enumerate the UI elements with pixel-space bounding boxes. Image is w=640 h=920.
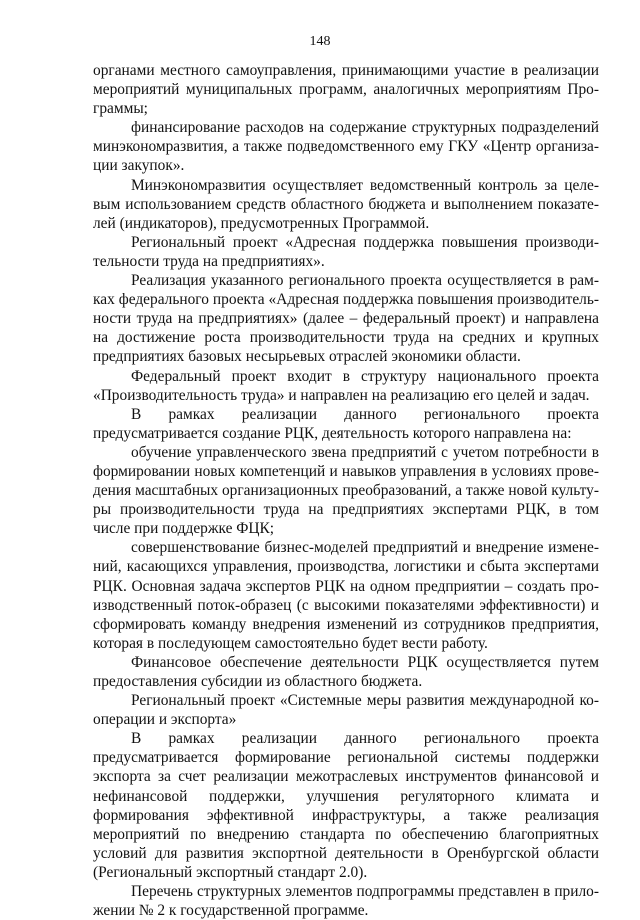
paragraph-structural-elements: Перечень структурных элементов подпрограммы представлен в приложении № 2 к государственной программе. (93, 883, 599, 920)
paragraph-rck-creation: В рамках реализации данного регионального проекта предусматривается создание РЦК, деятельность которого направлена на: (93, 405, 599, 442)
page-number: 148 (309, 34, 331, 49)
paragraph-project-implementation: Реализация указанного регионального проекта осуществляется в рамках федерального проекта «Адресная поддержка повышения производительности труда на предприятиях» (далее – федеральный проект) и направлена на достижение роста производительности труда на средних и крупных предприятиях базовых несырьевых отраслей экономики области. (93, 272, 599, 366)
paragraph-regional-project-export: Региональный проект «Системные меры развития международной кооперации и экспорта» (93, 692, 599, 729)
paragraph-training: обучение управленческого звена предприятий с учетом потребности в формировании новых компетенций и навыков управления в условиях проведения масштабных организационных преобразований, а также новой культуры производительности труда на предприятиях экспертами РЦК, в том числе при поддержке ФЦК; (93, 443, 599, 538)
paragraph-regional-project-productivity: Региональный проект «Адресная поддержка повышения производительности труда на предприятиях». (93, 233, 599, 270)
paragraph-rck-financing: Финансовое обеспечение деятельности РЦК осуществляется путем предоставления субсидии из областного бюджета. (93, 653, 599, 690)
paragraph-national-project: Федеральный проект входит в структуру национального проекта «Производительность труда» и направлен на реализацию его целей и задач. (93, 367, 599, 404)
paragraph-continuation: органами местного самоуправления, принимающими участие в реализации мероприятий муниципальных программ, аналогичных мероприятиям Программы; (93, 62, 599, 118)
body-text (93, 61, 599, 920)
paragraph-export-support-system: В рамках реализации данного регионального проекта предусматривается формирование региональной системы поддержки экспорта за счет реализации межотраслевых инструментов финансовой и нефинансовой поддержки, улучшения регуляторного климата и формирования эффективной инфраструктуры, а также реализация мероприятий по внедрению стандарта по обеспечению благоприятных условий для развития экспортной деятельности в Оренбургской области (Региональный экспортный стандарт 2.0). (93, 730, 599, 881)
paragraph-business-models: совершенствование бизнес-моделей предприятий и внедрение изменений, касающихся управления, производства, логистики и сбыта экспертами РЦК. Основная задача экспертов РЦК на одном предприятии – создать производственный поток-образец (с высокими показателями эффективности) и сформировать команду внедрения изменений из сотрудников предприятия, которая в последующем самостоятельно будет вести работу. (93, 539, 599, 652)
paragraph-ministry-control: Минэкономразвития осуществляет ведомственный контроль за целевым использованием средств областного бюджета и выполнением показателей (индикаторов), предусмотренных Программой. (93, 176, 599, 232)
paragraph-financing-expenses: финансирование расходов на содержание структурных подразделений минэкономразвития, а также подведомственного ему ГКУ «Центр организации закупок». (93, 119, 599, 175)
